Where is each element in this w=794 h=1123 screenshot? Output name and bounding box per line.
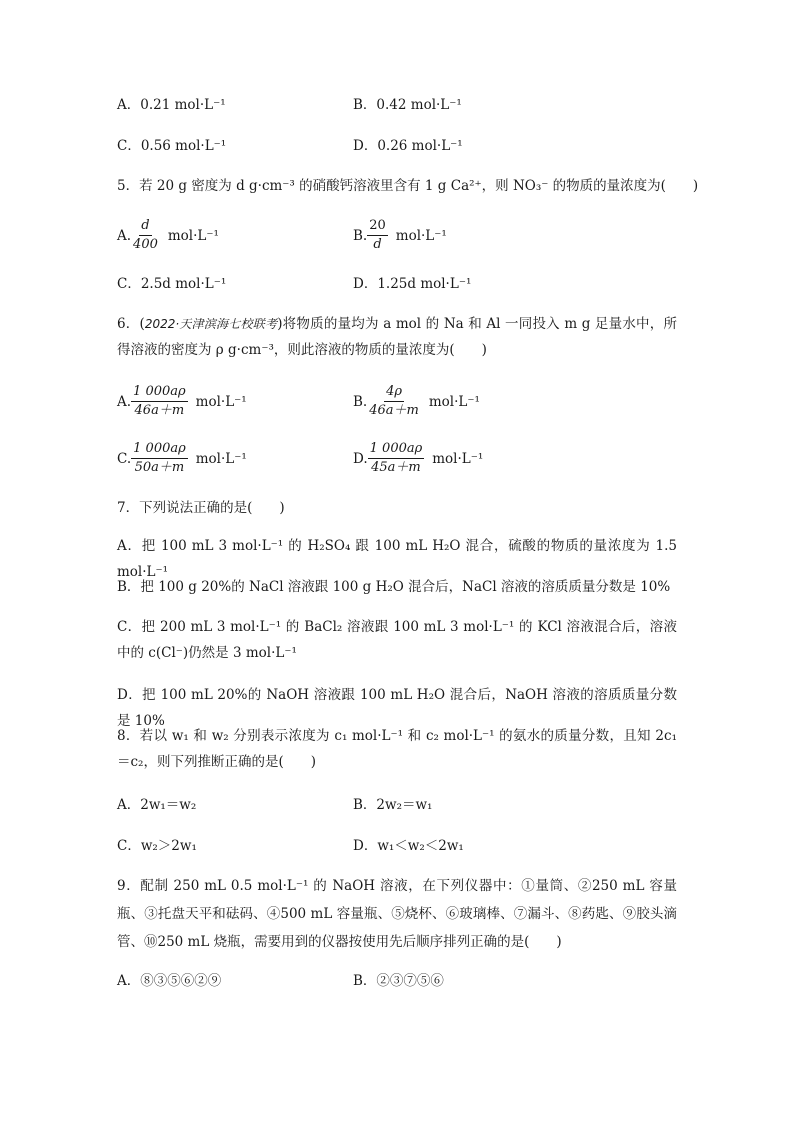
q5-option-c: C．2.5d mol·L⁻¹ <box>117 276 227 292</box>
fraction <box>131 218 160 253</box>
q4-option-d: D．0.26 mol·L⁻¹ <box>353 138 463 154</box>
q4-option-a: A．0.21 mol·L⁻¹ <box>117 97 226 113</box>
denominator: d <box>373 237 382 252</box>
unit: mol·L⁻¹ <box>428 393 480 410</box>
numerator: 20 <box>367 218 388 236</box>
numerator: 4ρ <box>384 384 404 402</box>
q6-source: 2022·天津滨海七校联考 <box>144 317 278 331</box>
q6-stem-rest: )将物质的量均为 a mol 的 Na 和 Al 一同投入 m g 足量水中，所得溶液的密度为 ρ g·cm⁻³，则此溶液的物质的量浓度为( ) <box>117 316 678 358</box>
q6-option-d <box>353 441 483 476</box>
q7-option-d: D．把 100 mL 20%的 NaOH 溶液跟 100 mL H₂O 混合后，NaOH 溶液的溶质质量分数是 10% <box>117 687 677 729</box>
denominator: 45a＋m <box>371 460 421 475</box>
q9-option-b: B．②③⑦⑤⑥ <box>353 973 444 989</box>
fraction <box>131 384 188 419</box>
q8-stem: 8．若以 w₁ 和 w₂ 分别表示浓度为 c₁ mol·L⁻¹ 和 c₂ mol·L⁻¹ 的氨水的质量分数，且知 2c₁＝c₂，则下列推断正确的是( ) <box>117 728 677 770</box>
q7-stem: 7．下列说法正确的是( ) <box>117 500 285 516</box>
option-label: C. <box>117 450 132 467</box>
q5-option-a <box>117 218 219 253</box>
q4-option-c: C．0.56 mol·L⁻¹ <box>117 138 227 154</box>
unit: mol·L⁻¹ <box>195 450 247 467</box>
denominator: 50a＋m <box>134 460 185 475</box>
unit: mol·L⁻¹ <box>395 227 447 244</box>
q8-option-a: A．2w₁＝w₂ <box>117 797 197 813</box>
numerator: d <box>139 218 151 236</box>
q5-option-d: D．1.25d mol·L⁻¹ <box>353 276 472 292</box>
q9-option-a: A．⑧③⑤⑥②⑨ <box>117 973 222 989</box>
q4-option-b: B．0.42 mol·L⁻¹ <box>353 97 462 113</box>
option-label: D. <box>353 450 368 467</box>
denominator: 46a＋m <box>134 403 185 418</box>
q5-option-b <box>353 218 447 253</box>
q7-option-a: A．把 100 mL 3 mol·L⁻¹ 的 H₂SO₄ 跟 100 mL H₂O 混合，硫酸的物质的量浓度为 1.5 mol·L⁻¹ <box>117 538 677 580</box>
q6-option-c <box>117 441 247 476</box>
unit: mol·L⁻¹ <box>195 393 247 410</box>
option-label: B. <box>353 393 368 410</box>
q8-option-b: B．2w₂＝w₁ <box>353 797 433 813</box>
fraction <box>367 218 388 253</box>
q7-option-b: B．把 100 g 20%的 NaCl 溶液跟 100 g H₂O 混合后，NaCl 溶液的溶质质量分数是 10% <box>117 579 671 595</box>
option-label: A. <box>117 227 132 244</box>
denominator: 46a＋m <box>369 403 419 418</box>
unit: mol·L⁻¹ <box>167 227 219 244</box>
q8-option-c: C．w₂＞2w₁ <box>117 838 197 854</box>
q6-option-a <box>117 384 247 419</box>
q5-stem: 5．若 20 g 密度为 d g·cm⁻³ 的硝酸钙溶液里含有 1 g Ca²⁺，则 NO₃⁻ 的物质的量浓度为( ) <box>117 178 699 194</box>
q9-stem: 9．配制 250 mL 0.5 mol·L⁻¹ 的 NaOH 溶液，在下列仪器中：①量筒、②250 mL 容量瓶、③托盘天平和砝码、④500 mL 容量瓶、⑤烧杯、⑥玻璃棒、⑦漏斗、⑧药匙、⑨胶头滴管、⑩250 mL 烧瓶，需要用到的仪器按使用先后顺序排列正确的是( ) <box>117 878 677 950</box>
option-label: B. <box>353 227 368 244</box>
q7-option-c: C．把 200 mL 3 mol·L⁻¹ 的 BaCl₂ 溶液跟 100 mL 3 mol·L⁻¹ 的 KCl 溶液混合后，溶液中的 c(Cl⁻)仍然是 3 mol·L⁻¹ <box>117 619 677 661</box>
numerator: 1 000aρ <box>368 441 425 459</box>
numerator: 1 000aρ <box>131 441 188 459</box>
fraction <box>368 441 425 476</box>
denominator: 400 <box>133 237 158 252</box>
fraction <box>367 384 421 419</box>
q6-prefix: 6．( <box>117 316 145 332</box>
option-label: A. <box>117 393 132 410</box>
fraction <box>131 441 188 476</box>
q8-option-d: D．w₁＜w₂＜2w₁ <box>353 838 464 854</box>
q6-option-b <box>353 384 480 419</box>
q6-stem <box>117 311 677 363</box>
numerator: 1 000aρ <box>131 384 188 402</box>
unit: mol·L⁻¹ <box>432 450 484 467</box>
